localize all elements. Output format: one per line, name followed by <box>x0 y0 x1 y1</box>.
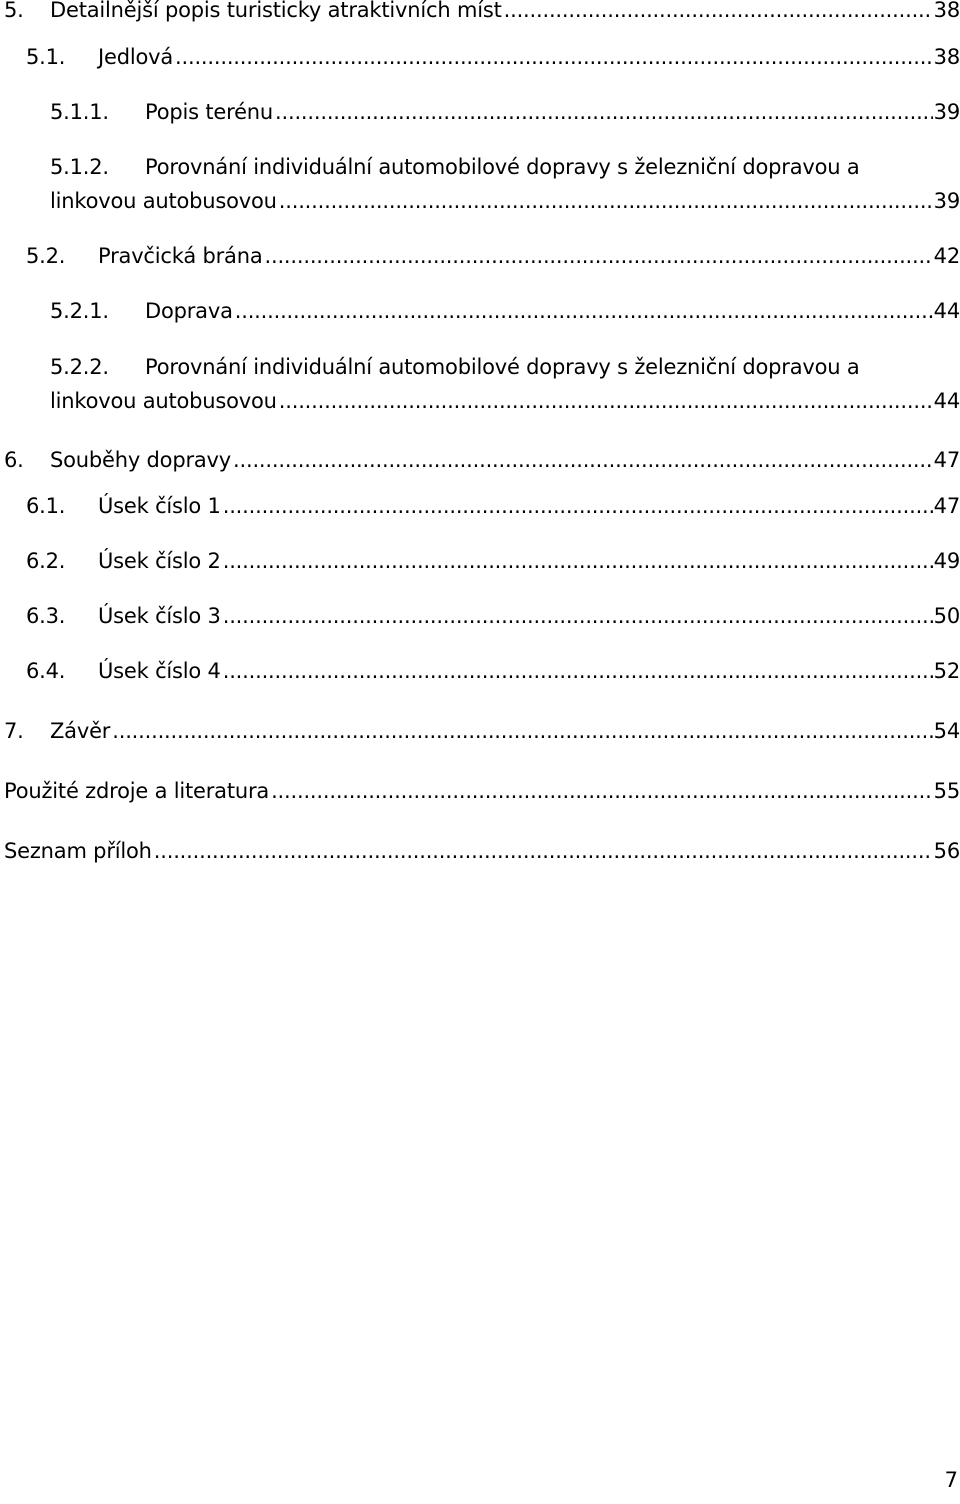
toc-entry-page: 49 <box>933 549 960 573</box>
toc-leader <box>154 836 933 866</box>
toc-entry-number: 6. <box>4 448 24 472</box>
toc-entry-page: 44 <box>933 299 960 323</box>
toc-entry-title-continuation: linkovou autobusovou <box>50 389 277 413</box>
toc-entry[interactable] <box>0 491 960 521</box>
toc-entry-page: 54 <box>933 719 960 743</box>
toc-entry-title: Úsek číslo 4 <box>98 659 221 683</box>
toc-entry-number: 5.2.2. <box>50 355 109 379</box>
toc-entry-number: 6.3. <box>26 604 66 628</box>
toc-leader <box>223 491 933 521</box>
toc-leader <box>271 776 933 806</box>
toc-entry[interactable] <box>0 296 960 326</box>
toc-entry-title-continuation: linkovou autobusovou <box>50 189 277 213</box>
toc-entry-title: Úsek číslo 3 <box>98 604 221 628</box>
toc-entry-title: Úsek číslo 1 <box>98 494 221 518</box>
toc-entry[interactable] <box>0 445 960 475</box>
toc-entry-title: Použité zdroje a literatura <box>4 779 270 803</box>
toc-leader <box>233 445 933 475</box>
toc-entry-page: 38 <box>933 0 960 22</box>
toc-entry-title: Souběhy dopravy <box>50 448 232 472</box>
toc-entry-page: 39 <box>933 189 960 213</box>
toc-leader <box>275 97 933 127</box>
toc-entry-page: 38 <box>933 45 960 69</box>
toc-entry-number: 6.1. <box>26 494 66 518</box>
toc-entry[interactable] <box>0 42 960 72</box>
toc-entry-number: 5.2.1. <box>50 299 109 323</box>
toc-entry-continuation[interactable] <box>0 386 960 416</box>
toc-leader <box>223 656 933 686</box>
toc-leader <box>279 186 933 216</box>
toc-entry-number: 5.1. <box>26 45 66 69</box>
toc-entry-number: 5.1.2. <box>50 155 109 179</box>
toc-entry[interactable] <box>0 716 960 746</box>
toc-leader <box>112 716 932 746</box>
toc-entry-title: Závěr <box>50 719 111 743</box>
toc-leader <box>175 42 933 72</box>
toc-entry-number: 5.2. <box>26 244 66 268</box>
toc-entry-number: 7. <box>4 719 24 743</box>
toc-entry-number: 6.2. <box>26 549 66 573</box>
toc-entry-number: 6.4. <box>26 659 66 683</box>
toc-leader <box>265 241 933 271</box>
toc-entry[interactable] <box>0 152 960 182</box>
page-number: 7 <box>944 1468 958 1492</box>
toc-entry[interactable] <box>0 601 960 631</box>
toc-entry[interactable] <box>0 97 960 127</box>
toc-entry-page: 52 <box>933 659 960 683</box>
toc-entry-title: Porovnání individuální automobilové dopravy s železniční dopravou a <box>145 355 860 379</box>
toc-entry-title: Popis terénu <box>145 100 274 124</box>
toc-entry-page: 39 <box>933 100 960 124</box>
toc-entry[interactable] <box>0 776 960 806</box>
toc-entry[interactable] <box>0 836 960 866</box>
toc-entry-page: 47 <box>933 494 960 518</box>
toc-entry[interactable] <box>0 656 960 686</box>
toc-entry-continuation[interactable] <box>0 186 960 216</box>
toc-entry[interactable] <box>0 352 960 382</box>
toc-entry-page: 56 <box>933 839 960 863</box>
toc-entry-page: 42 <box>933 244 960 268</box>
toc-leader <box>223 601 933 631</box>
toc-entry-title: Detailnější popis turisticky atraktivních míst <box>50 0 502 22</box>
toc-entry-title: Seznam příloh <box>4 839 152 863</box>
toc-entry-page: 44 <box>933 389 960 413</box>
toc-entry-number: 5. <box>4 0 24 22</box>
toc-entry-title: Úsek číslo 2 <box>98 549 221 573</box>
toc-entry-page: 50 <box>933 604 960 628</box>
toc-entry-page: 55 <box>933 779 960 803</box>
toc-entry-title: Jedlová <box>98 45 174 69</box>
toc-entry[interactable] <box>0 0 960 25</box>
toc-leader <box>235 296 933 326</box>
toc-entry[interactable] <box>0 241 960 271</box>
toc-entry-title: Doprava <box>145 299 233 323</box>
toc-entry-page: 47 <box>933 448 960 472</box>
toc-entry-title: Pravčická brána <box>98 244 263 268</box>
toc-entry[interactable] <box>0 546 960 576</box>
toc-entry-number: 5.1.1. <box>50 100 109 124</box>
toc-leader <box>223 546 933 576</box>
toc-leader <box>504 0 933 25</box>
toc-leader <box>279 386 933 416</box>
toc-entry-title: Porovnání individuální automobilové dopravy s železniční dopravou a <box>145 155 860 179</box>
